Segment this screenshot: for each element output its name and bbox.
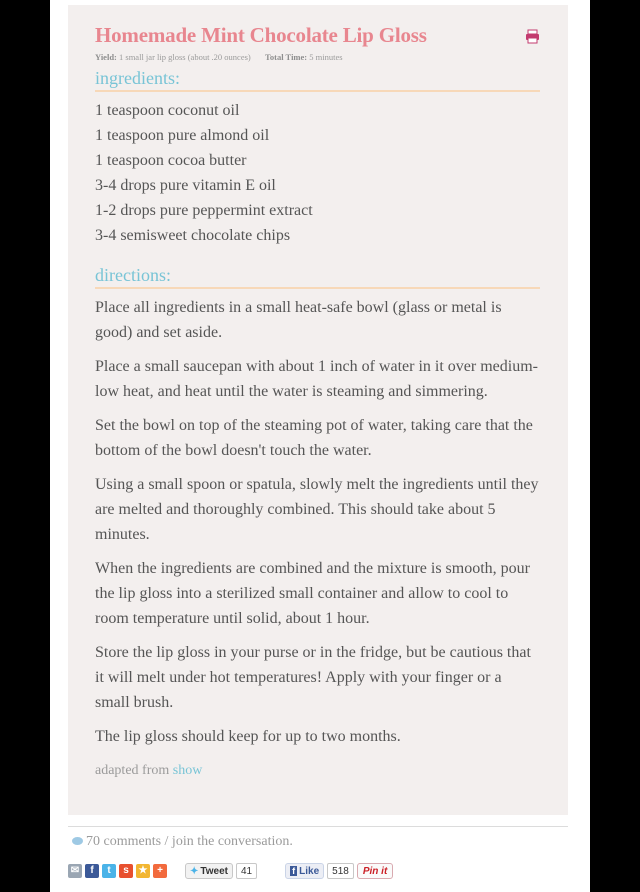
direction-step: Store the lip gloss in your purse or in the fridge, but be cautious that it will melt under hot temperatures! Apply with your finger or a small brush.	[95, 644, 531, 711]
ingredient-item: 3-4 drops pure vitamin E oil	[95, 177, 276, 194]
direction-step: Using a small spoon or spatula, slowly melt the ingredients until they are melted and thoroughly combined. This should take about 5 minutes.	[95, 476, 539, 543]
ingredient-item: 1 teaspoon pure almond oil	[95, 127, 270, 144]
yield-value: 1 small jar lip gloss (about .20 ounces)	[119, 52, 251, 62]
ingredients-heading: ingredients:	[95, 67, 540, 92]
adapted-source-link[interactable]: show	[172, 763, 203, 778]
comments-link[interactable]	[72, 834, 293, 850]
adapted-prefix: adapted from	[95, 763, 170, 778]
like-count: 518	[327, 863, 354, 879]
adapted-from	[95, 763, 540, 779]
direction-step: Place a small saucepan with about 1 inch of water in it over medium-low heat, and heat until the water is steaming and simmering.	[95, 358, 538, 400]
directions-heading: directions:	[95, 264, 540, 289]
share-bar	[68, 862, 393, 880]
tweet-count: 41	[236, 863, 257, 879]
ingredient-item: 1 teaspoon coconut oil	[95, 102, 240, 119]
footer-divider	[68, 826, 568, 827]
recipe-meta	[95, 52, 540, 63]
page	[50, 0, 590, 892]
facebook-f-icon: f	[292, 866, 296, 876]
direction-step: Place all ingredients in a small heat-safe bowl (glass or metal is good) and set aside.	[95, 299, 502, 341]
email-icon[interactable]: ✉	[68, 864, 82, 878]
ingredient-item: 3-4 semisweet chocolate chips	[95, 227, 291, 244]
comments-text: 70 comments / join the conversation.	[86, 834, 293, 849]
yield-label: Yield:	[95, 52, 117, 62]
direction-step: The lip gloss should keep for up to two months.	[95, 728, 401, 745]
ingredient-item: 1-2 drops pure peppermint extract	[95, 202, 313, 219]
tweet-button[interactable]	[185, 863, 233, 879]
stumbleupon-icon[interactable]: s	[119, 864, 133, 878]
total-time-value: 5 minutes	[309, 52, 343, 62]
total-time-label: Total Time:	[265, 52, 308, 62]
comment-bubble-icon	[72, 837, 83, 845]
recipe-title: Homemade Mint Chocolate Lip Gloss	[95, 23, 427, 47]
printer-icon[interactable]	[525, 29, 540, 44]
ingredient-item: 1 teaspoon cocoa butter	[95, 152, 247, 169]
pin-it-button[interactable]: Pin it	[357, 863, 393, 879]
direction-step: When the ingredients are combined and the mixture is smooth, pour the lip gloss into a sterilized small container and allow to cool to room temperature until solid, about 1 hour.	[95, 560, 530, 627]
add-more-icon[interactable]: +	[153, 864, 167, 878]
twitter-bird-icon: ✦	[190, 865, 199, 877]
ingredients-list	[95, 98, 540, 248]
recipe-card	[68, 5, 568, 815]
tweet-label: Tweet	[200, 865, 228, 877]
like-label: Like	[299, 865, 320, 877]
facebook-icon[interactable]: f	[85, 864, 99, 878]
favorite-star-icon[interactable]: ★	[136, 864, 150, 878]
twitter-icon[interactable]: t	[102, 864, 116, 878]
direction-step: Set the bowl on top of the steaming pot of water, taking care that the bottom of the bowl doesn't touch the water.	[95, 417, 533, 459]
directions-list	[95, 295, 540, 749]
facebook-like-button[interactable]	[285, 863, 324, 879]
